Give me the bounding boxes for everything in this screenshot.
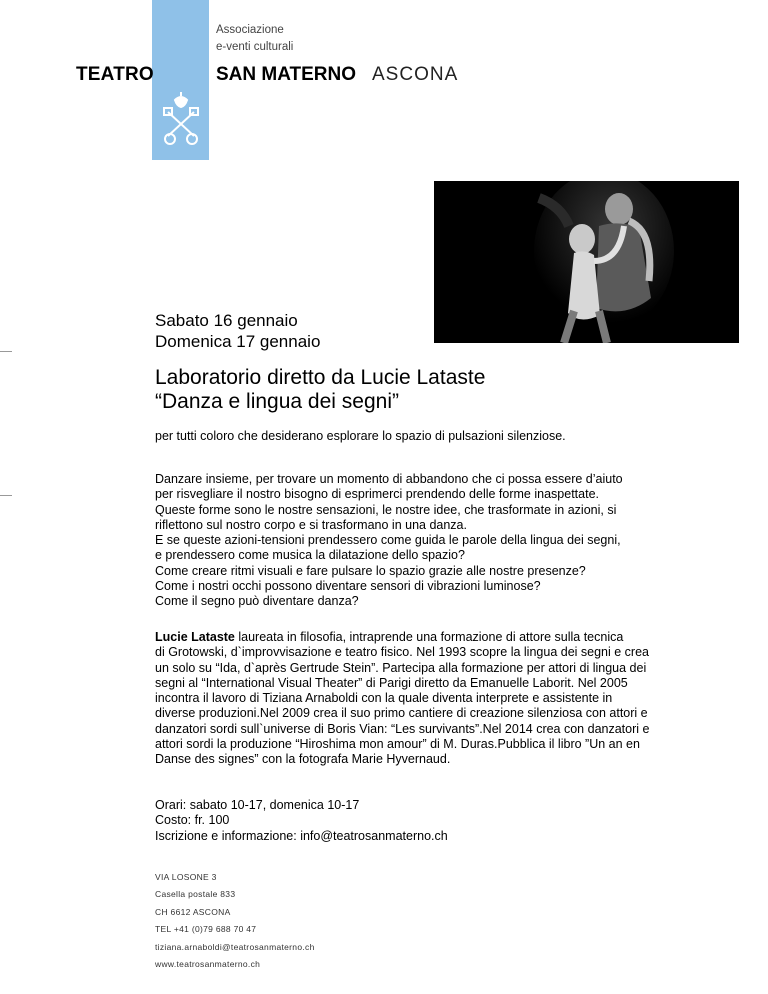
event-date-sunday: Domenica 17 gennaio: [155, 332, 321, 351]
footer-phone: TEL +41 (0)79 688 70 47: [155, 924, 257, 935]
description-line: Queste forme sono le nostre sensazioni, le nostre idee, che trasformate in azioni, si: [155, 502, 617, 517]
bio-line: attori sordi la produzione “Hiroshima mon amour” di M. Duras.Pubblica il libro ”Un an en: [155, 737, 640, 752]
description-line: e prendessero come musica la dilatazione dello spazio?: [155, 548, 465, 563]
artist-bio: [155, 630, 725, 768]
description-line: Danzare insieme, per trovare un momento di abbandono che ci possa essere d’aiuto: [155, 472, 623, 486]
dancers-image-icon: [434, 181, 739, 343]
bio-line: segni al “International Visual Theater” di Parigi diretto da Emanuelle Laborit. Nel 2005: [155, 675, 628, 690]
footer-website[interactable]: www.teatrosanmaterno.ch: [155, 959, 261, 970]
event-description: [155, 472, 715, 610]
bio-line: incontra il lavoro di Tiziana Arnaboldi con la quale diventa interprete e assistente in: [155, 691, 613, 706]
practical-info: [155, 798, 448, 844]
association-line-1: Associazione: [216, 24, 284, 36]
bio-line: di Grotowski, d`improvvisazione e teatro fisico. Nel 1993 scopre la lingua dei segni e crea: [155, 645, 649, 660]
description-line: riflettono sul nostro corpo e si trasformano in una danza.: [155, 517, 467, 532]
footer-address: VIA LOSONE 3: [155, 872, 217, 882]
schedule-text: Orari: sabato 10-17, domenica 10-17: [155, 798, 360, 812]
bio-first-line: [155, 630, 725, 645]
crossed-keys-crest-icon: [160, 92, 202, 148]
footer-city: CH 6612 ASCONA: [155, 906, 231, 917]
bio-line: un solo su “Ida, d`après Gertrude Stein”. Partecipa alla formazione per attori di lingua dei: [155, 660, 647, 675]
association-text: [216, 22, 293, 56]
bio-line: danzatori sordi sull`universe di Boris Vian: “Les survivants”.Nel 2014 crea con danzatori e: [155, 721, 650, 736]
bio-name: Lucie Lataste: [155, 630, 235, 644]
bio-line: Danse des signes” con la fotografa Marie Hyvernaud.: [155, 752, 451, 767]
margin-mark: [0, 351, 12, 352]
description-line: E se queste azioni-tensioni prendessero come guida le parole della lingua dei segni,: [155, 533, 621, 548]
margin-mark: [0, 495, 12, 496]
bio-first-line-text: laureata in filosofia, intraprende una formazione di attore sulla tecnica: [234, 630, 624, 644]
footer-po-box: Casella postale 833: [155, 889, 236, 900]
contact-footer: [155, 869, 315, 973]
event-date-saturday: Sabato 16 gennaio: [155, 311, 298, 330]
bio-line: diverse produzioni.Nel 2009 crea il suo primo cantiere di creazione silenziosa con attori e: [155, 706, 648, 721]
event-subtitle: per tutti coloro che desiderano esplorare lo spazio di pulsazioni silenziose.: [155, 429, 566, 443]
association-line-2: e-venti culturali: [216, 41, 294, 53]
event-title: Laboratorio diretto da Lucie Lataste: [155, 366, 486, 389]
registration-text: Iscrizione e informazione: info@teatrosanmaterno.ch: [155, 828, 448, 843]
dance-photo: [434, 181, 739, 343]
logo-teatro-text: TEATRO: [76, 64, 154, 85]
description-line: per risvegliare il nostro bisogno di esprimerci prendendo delle forme inaspettate.: [155, 487, 599, 502]
description-line: Come i nostri occhi possono diventare sensori di vibrazioni luminose?: [155, 579, 541, 594]
footer-email[interactable]: tiziana.arnaboldi@teatrosanmaterno.ch: [155, 941, 315, 952]
cost-text: Costo: fr. 100: [155, 813, 230, 828]
description-line: Come il segno può diventare danza?: [155, 594, 359, 609]
logo-ascona-text: ASCONA: [372, 64, 459, 85]
event-title-quote: “Danza e lingua dei segni”: [155, 390, 399, 413]
description-line: Come creare ritmi visuali e fare pulsare lo spazio grazie alle nostre presenze?: [155, 563, 586, 578]
logo-san-materno-text: SAN MATERNO: [216, 64, 357, 85]
